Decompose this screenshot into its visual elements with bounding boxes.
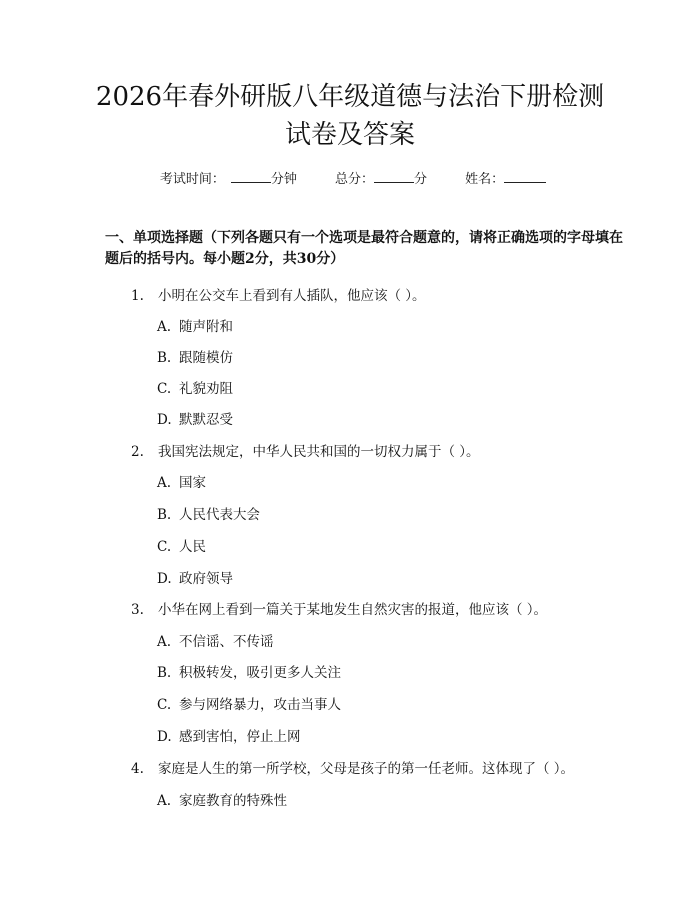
option-text: 参与网络暴力，攻击当事人 <box>179 697 341 713</box>
question-text: 小明在公交车上看到有人插队，他应该（ ）。 <box>158 288 426 304</box>
score-label: 总分： <box>334 172 374 187</box>
option-3d[interactable] <box>157 725 301 745</box>
option-2a[interactable] <box>157 471 206 491</box>
option-letter: B. <box>157 665 172 681</box>
question-text: 家庭是人生的第一所学校，父母是孩子的第一任老师。这体现了（ ）。 <box>158 761 575 777</box>
question-2 <box>131 440 480 460</box>
question-number: 2. <box>131 444 144 460</box>
time-blank[interactable] <box>231 168 271 183</box>
option-3b[interactable] <box>157 661 341 681</box>
option-2c[interactable] <box>157 535 206 555</box>
exam-score <box>335 172 427 187</box>
option-letter: D. <box>157 729 172 745</box>
option-text: 人民代表大会 <box>179 507 260 523</box>
option-letter: B. <box>157 507 172 523</box>
option-text: 默默忍受 <box>179 412 233 428</box>
question-text: 我国宪法规定，中华人民共和国的一切权力属于（ ）。 <box>158 444 480 460</box>
title-line-1: 2026年春外研版八年级道德与法治下册检测 <box>95 82 605 112</box>
option-text: 政府领导 <box>179 571 233 587</box>
option-letter: A. <box>157 793 172 809</box>
option-4a[interactable] <box>157 789 287 809</box>
exam-time <box>154 172 297 187</box>
option-3c[interactable] <box>157 693 341 713</box>
question-number: 4. <box>131 761 144 777</box>
question-number: 1. <box>131 288 144 304</box>
option-text: 感到害怕，停止上网 <box>179 729 301 745</box>
score-unit: 分 <box>414 172 428 187</box>
option-1c[interactable] <box>157 377 233 397</box>
option-letter: A. <box>157 634 172 650</box>
question-4 <box>131 757 574 777</box>
question-text: 小华在网上看到一篇关于某地发生自然灾害的报道，他应该（ ）。 <box>158 602 548 618</box>
option-text: 跟随模仿 <box>179 350 233 366</box>
name-label: 姓名： <box>465 172 505 187</box>
option-text: 不信谣、不传谣 <box>179 634 274 650</box>
option-letter: C. <box>157 539 172 555</box>
option-text: 礼貌劝阻 <box>179 381 233 397</box>
option-2d[interactable] <box>157 567 233 587</box>
question-3 <box>131 598 547 618</box>
option-text: 家庭教育的特殊性 <box>179 793 287 809</box>
option-letter: C. <box>157 697 172 713</box>
option-text: 国家 <box>179 475 206 491</box>
option-2b[interactable] <box>157 503 260 523</box>
section-heading: 一、单项选择题（下列各题只有一个选项是最符合题意的，请将正确选项的字母填在题后的括号内。每小题2分，共30分） <box>105 230 623 267</box>
exam-name <box>465 172 546 187</box>
time-label: 考试时间： <box>159 172 225 187</box>
option-1a[interactable] <box>157 315 233 335</box>
option-text: 随声附和 <box>179 319 233 335</box>
option-text: 积极转发，吸引更多人关注 <box>179 665 341 681</box>
option-letter: D. <box>157 571 172 587</box>
option-text: 人民 <box>179 539 206 555</box>
option-letter: C. <box>157 381 172 397</box>
option-1b[interactable] <box>157 346 233 366</box>
option-letter: A. <box>157 319 172 335</box>
title-line-2: 试卷及答案 <box>284 120 415 150</box>
option-1d[interactable] <box>157 408 233 428</box>
question-number: 3. <box>131 602 144 618</box>
time-unit: 分钟 <box>270 172 297 187</box>
option-letter: D. <box>157 412 172 428</box>
score-blank[interactable] <box>374 168 414 183</box>
option-3a[interactable] <box>157 630 274 650</box>
page-title <box>60 78 640 154</box>
name-blank[interactable] <box>504 168 546 183</box>
option-letter: A. <box>157 475 172 491</box>
question-1 <box>131 284 426 304</box>
exam-info <box>0 168 700 190</box>
option-letter: B. <box>157 350 172 366</box>
